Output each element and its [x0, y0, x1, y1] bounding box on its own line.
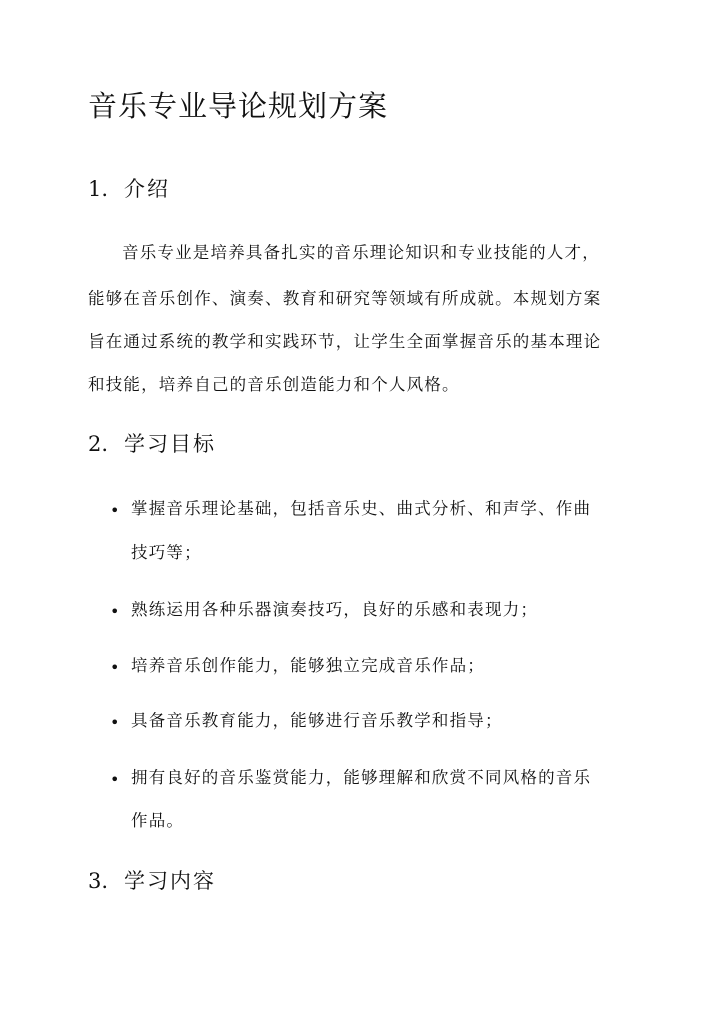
bullet-icon: • [110, 501, 120, 520]
section-heading-goals [88, 429, 216, 459]
list-item-line: 熟练运用各种乐器演奏技巧，良好的乐感和表现力； [131, 600, 539, 619]
list-item-line: 具备音乐教育能力，能够进行音乐教学和指导； [131, 711, 503, 730]
paragraph-line: 旨在通过系统的教学和实践环节，让学生全面掌握音乐的基本理论 [88, 332, 602, 351]
section-number: 2. [88, 432, 109, 456]
section-heading-intro [88, 174, 170, 204]
section-title: 学习内容 [124, 869, 216, 893]
section-number: 1. [88, 177, 109, 201]
list-item-line: 拥有良好的音乐鉴赏能力，能够理解和欣赏不同风格的音乐 [131, 768, 592, 787]
document-title: 音乐专业导论规划方案 [88, 89, 389, 123]
bullet-icon: • [110, 770, 120, 789]
bullet-icon: • [110, 602, 120, 621]
bullet-icon: • [110, 658, 120, 677]
section-title: 介绍 [124, 177, 170, 201]
list-item-line: 掌握音乐理论基础，包括音乐史、曲式分析、和声学、作曲 [131, 499, 592, 518]
paragraph-line: 音乐专业是培养具备扎实的音乐理论知识和专业技能的人才， [122, 243, 600, 262]
section-title: 学习目标 [124, 432, 216, 456]
section-heading-content [88, 866, 216, 896]
paragraph-line: 能够在音乐创作、演奏、教育和研究等领域有所成就。本规划方案 [88, 289, 602, 308]
list-item-line: 技巧等； [131, 543, 202, 562]
list-item-line: 培养音乐创作能力，能够独立完成音乐作品； [131, 656, 485, 675]
bullet-icon: • [110, 713, 120, 732]
section-number: 3. [88, 869, 109, 893]
list-item-line: 作品。 [131, 811, 185, 830]
paragraph-line: 和技能，培养自己的音乐创造能力和个人风格。 [88, 375, 460, 394]
